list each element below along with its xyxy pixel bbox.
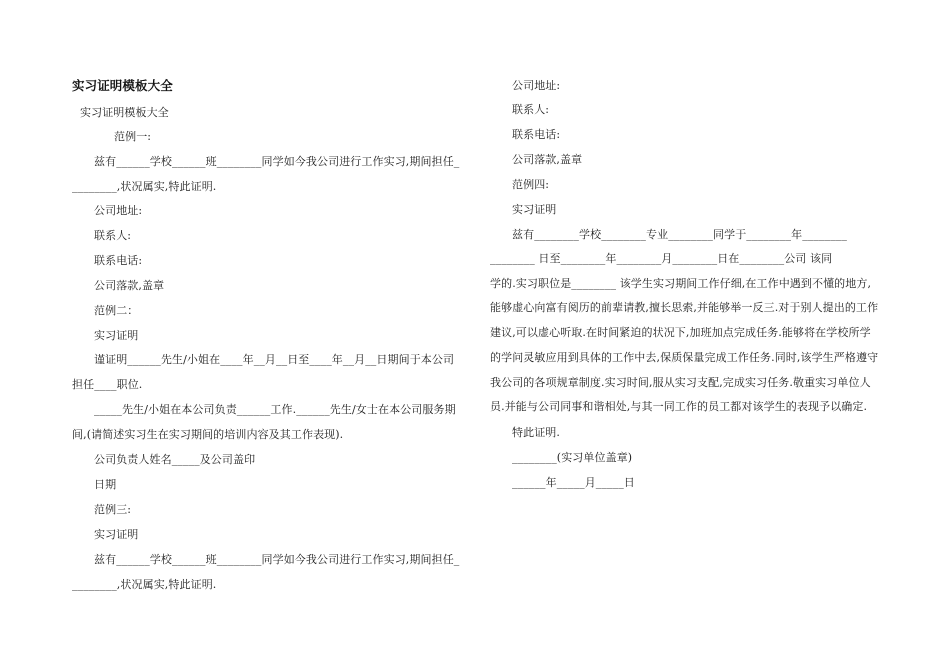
example-3-heading: 范例三:: [94, 503, 132, 516]
certificate-heading: 实习证明: [512, 203, 557, 216]
paragraph-line: 的学问灵敏应用到具体的工作中去,保质保量完成工作任务.同时,该学生严格遵守: [490, 351, 879, 364]
unit-stamp-line: ________(实习单位盖章): [512, 451, 633, 464]
company-signature-label: 公司落款,盖章: [94, 279, 165, 292]
document-title: 实习证明模板大全: [72, 78, 173, 93]
date-label: 日期: [94, 478, 117, 491]
responsible-person-line: 公司负责人姓名_____及公司盖印: [94, 453, 256, 466]
document-subtitle: 实习证明模板大全: [80, 106, 169, 119]
certificate-heading: 实习证明: [94, 528, 139, 541]
paragraph-line: 员.并能与公司同事和谐相处,与其一同工作的员工都对该学生的表现予以确定.: [490, 400, 868, 413]
company-address-label: 公司地址:: [512, 79, 561, 92]
certificate-heading: 实习证明: [94, 329, 139, 342]
paragraph-line: 担任____职位.: [72, 378, 143, 391]
paragraph-line: 我公司的各项规章制度.实习时间,服从实习支配,完成实习任务.敬重实习单位人: [490, 376, 871, 389]
hereby-certify-line: 特此证明.: [512, 426, 560, 439]
paragraph-line: 兹有________学校________专业________同学于________年________: [512, 228, 847, 241]
paragraph-line: 谨证明______先生/小姐在____年__月__日至____年__月__日期间于本公司: [94, 353, 455, 366]
paragraph-line: 兹有______学校______班________同学如今我公司进行工作实习,期间担任_: [94, 155, 460, 168]
company-signature-label: 公司落款,盖章: [512, 153, 583, 166]
contact-phone-label: 联系电话:: [94, 254, 143, 267]
contact-person-label: 联系人:: [94, 229, 132, 242]
example-1-heading: 范例一:: [114, 130, 152, 143]
contact-person-label: 联系人:: [512, 103, 550, 116]
paragraph-line: 兹有______学校______班________同学如今我公司进行工作实习,期间担任_: [94, 553, 460, 566]
company-address-label: 公司地址:: [94, 204, 143, 217]
paragraph-line: _____先生/小姐在本公司负责______工作.______先生/女士在本公司服务期: [94, 403, 456, 416]
paragraph-line: ________,状况属实,特此证明.: [72, 180, 217, 193]
example-4-heading: 范例四:: [512, 178, 550, 191]
paragraph-line: 间,(请简述实习生在实习期间的培训内容及其工作表现).: [72, 428, 344, 441]
paragraph-line: 学的.实习职位是________ 该学生实习期间工作仔细,在工作中遇到不懂的地方,: [490, 277, 872, 290]
signature-date-line: ______年_____月_____日: [512, 476, 635, 489]
paragraph-line: 能够虚心向富有阅历的前辈请教,擅长思索,并能够举一反三.对于别人提出的工作: [490, 301, 879, 314]
contact-phone-label: 联系电话:: [512, 128, 561, 141]
example-2-heading: 范例二：: [94, 304, 139, 317]
paragraph-line: ________ 日至________年________月________日在________公司 该同: [490, 252, 833, 265]
paragraph-line: ________,状况属实,特此证明.: [72, 578, 217, 591]
paragraph-line: 建议,可以虚心听取.在时间紧迫的状况下,加班加点完成任务.能够将在学校所学: [490, 326, 871, 339]
